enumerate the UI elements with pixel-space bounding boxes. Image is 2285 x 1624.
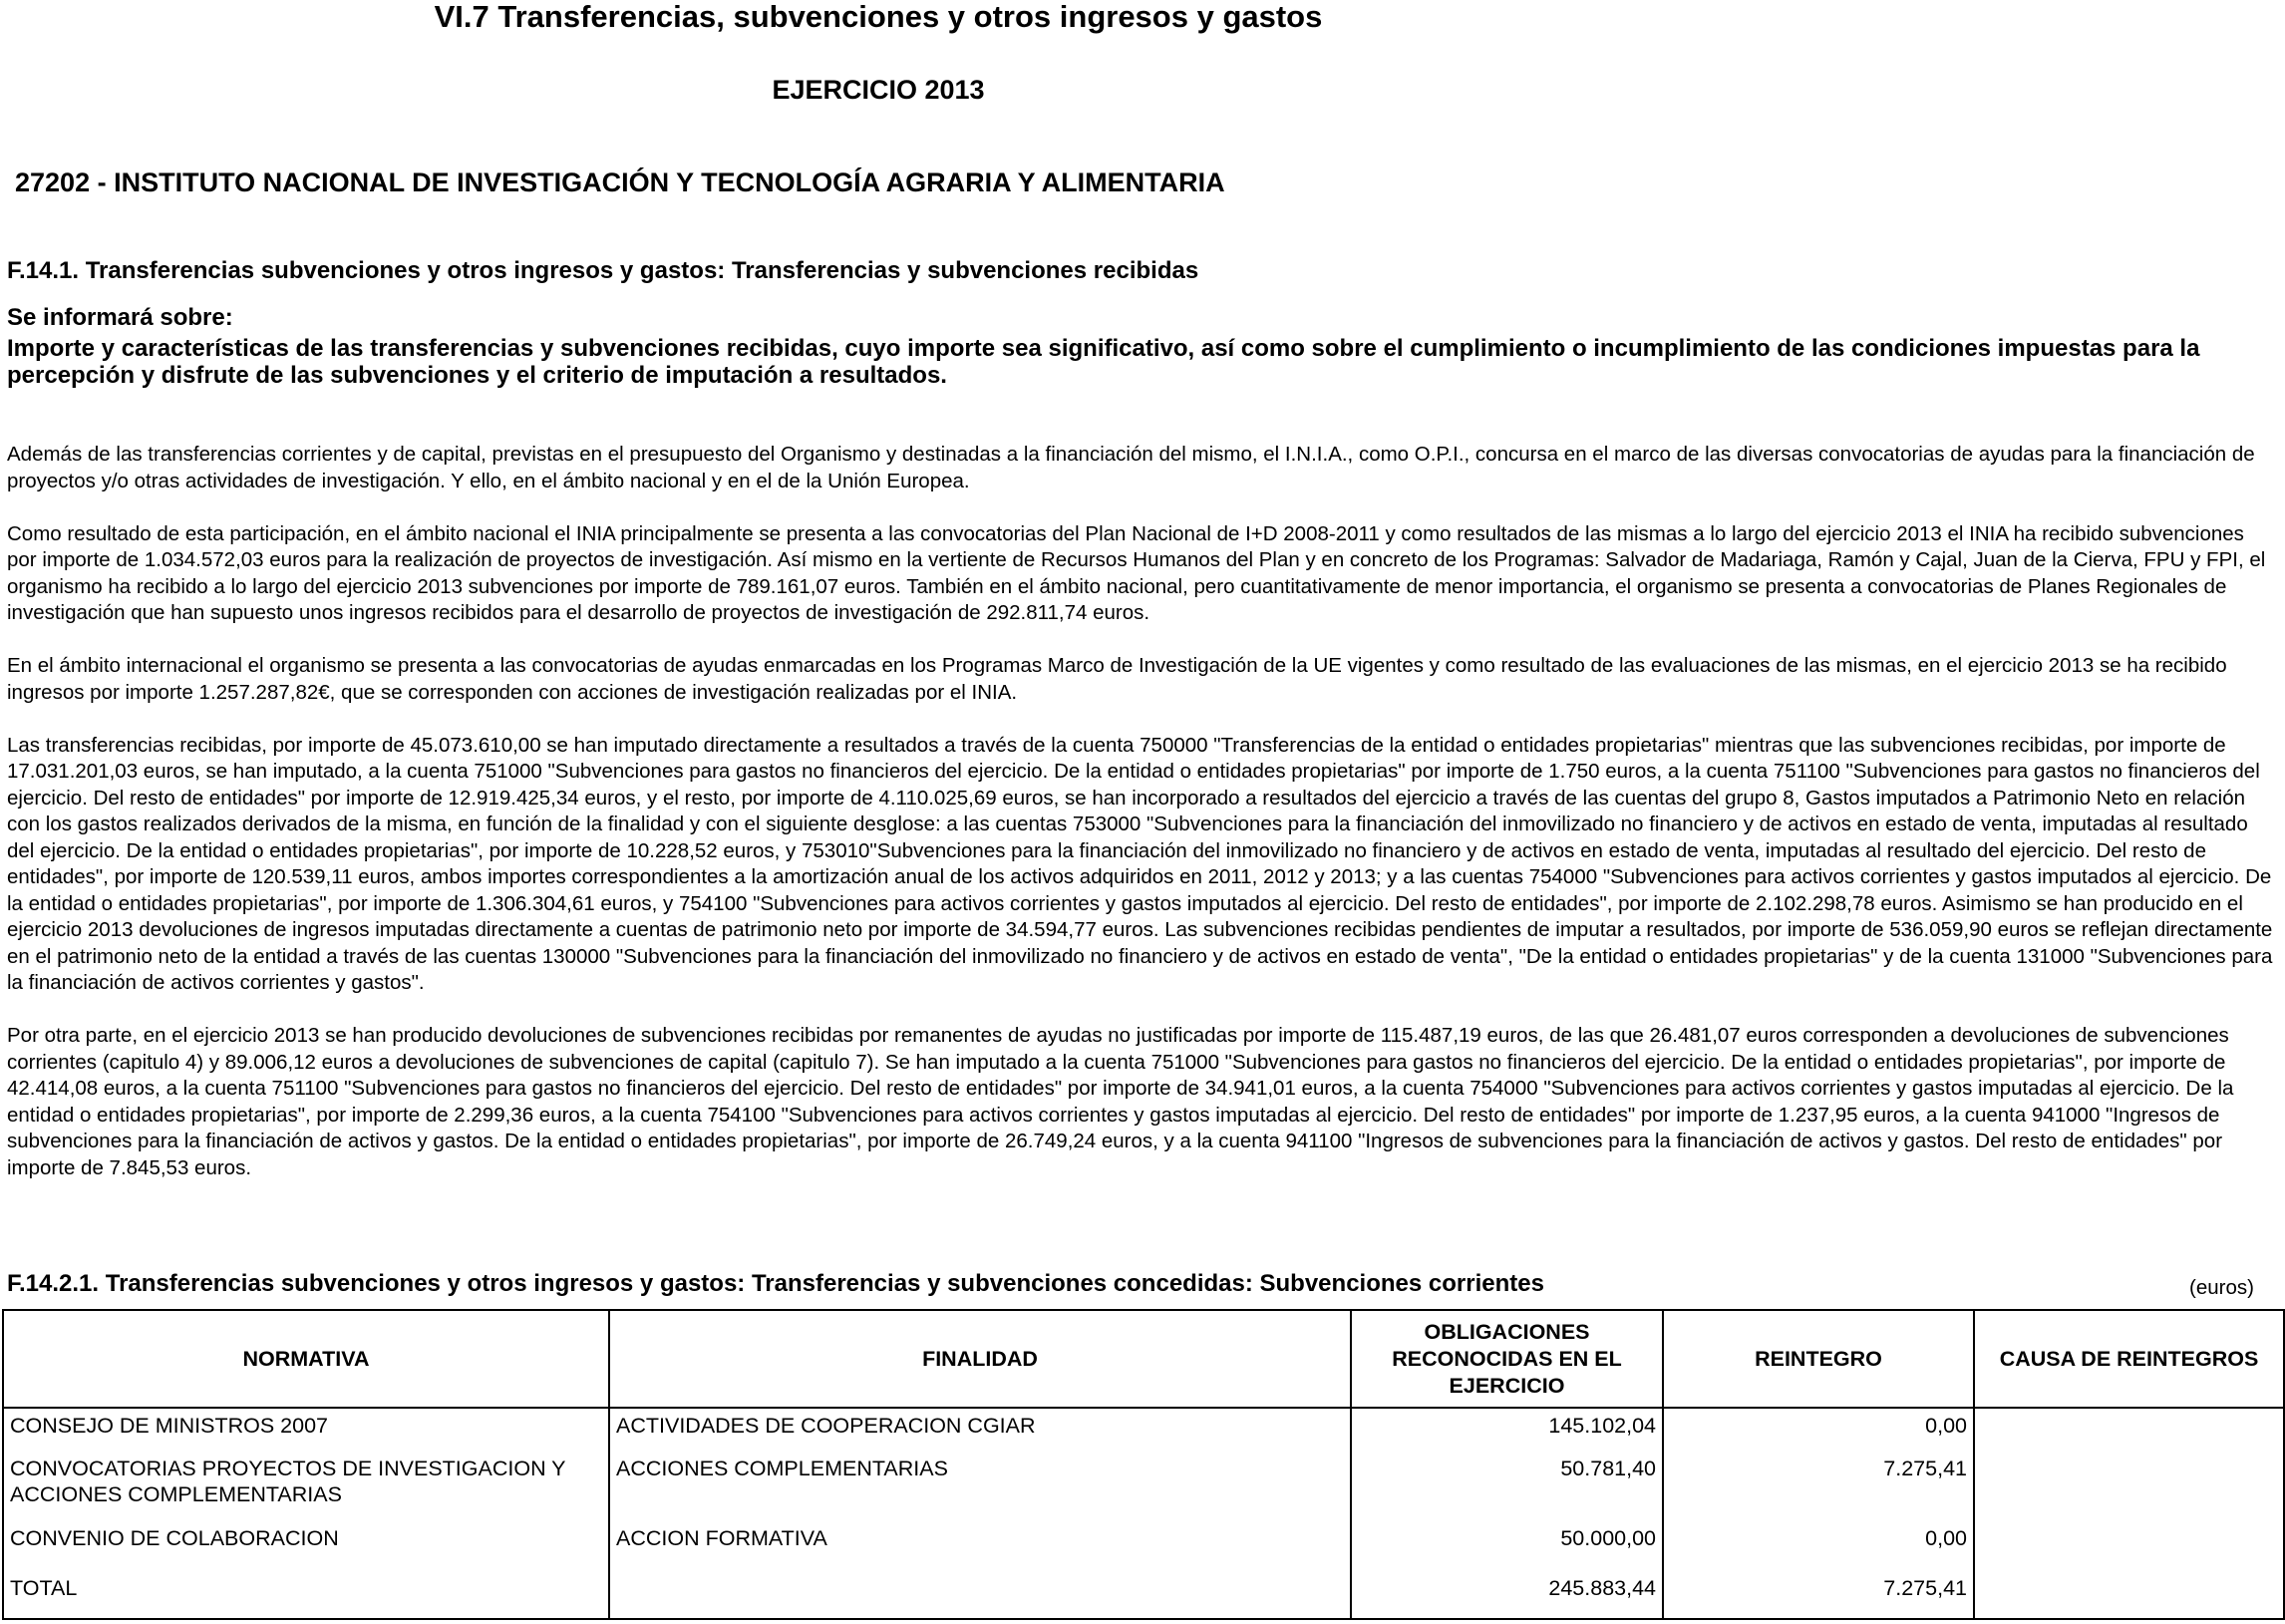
column-header-obligaciones: OBLIGACIONES RECONOCIDAS EN EL EJERCICIO: [1351, 1310, 1663, 1408]
paragraph: Las transferencias recibidas, por importe de 45.073.610,00 se han imputado directamente a resultados a través de la cuenta 750000 "Transferencias de la entidad o entidades propietarias" mientras que las subvenciones recibidas, por importe de 17.031.201,03 euros, se han imputado, a la cuenta 751000 "Subvenciones para gastos no financieros del ejercicio. De la entidad o entidades propietarias" por importe de 1.750 euros, a la cuenta 751100 "Subvenciones para gastos no financieros del ejercicio. Del resto de entidades" por importe de 12.919.425,34 euros, y el resto, por importe de 4.110.025,69 euros, se han incorporado a resultados del ejercicio a través de las cuentas del grupo 8, Gastos imputados a Patrimonio Neto en relación con los gastos realizados derivados de la misma, en función de la finalidad y con el siguiente desglose: a las cuentas 753000 "Subvenciones para la financiación del inmovilizado no financiero y de activos en estado de venta, imputadas al resultado del ejercicio. De la entidad o entidades propietarias", por importe de 10.228,52 euros, y 753010"Subvenciones para la financiación del inmovilizado no financiero y de activos en estado de venta, imputadas al resultado del ejercicio. Del resto de entidades", por importe de 120.539,11 euros, ambos importes correspondientes a la amortización anual de los activos adquiridos en 2011, 2012 y 2013; y a las cuentas 754000 "Subvenciones para activos corrientes y gastos imputados al ejercicio. De la entidad o entidades propietarias", por importe de 1.306.304,61 euros, y 754100 "Subvenciones para activos corrientes y gastos imputados al ejercicio. Del resto de entidades", por importe de 2.102.298,78 euros. Asimismo se han producido en el ejercicio 2013 devoluciones de ingresos imputadas directamente a cuentas de patrimonio neto por importe de 34.594,77 euros. Las subvenciones recibidas pendientes de imputar a resultados, por importe de 536.059,90 euros se reflejan directamente en el patrimonio neto de la entidad a través de las cuentas 130000 "Subvenciones para la financiación del inmovilizado no financiero y de activos en estado de venta", "De la entidad o entidades propietarias" y de la cuenta 131000 "Subvenciones para la financiación de activos corrientes y gastos".: [7, 733, 2273, 994]
paragraph: Como resultado de esta participación, en el ámbito nacional el INIA principalmente se presenta a las convocatorias del Plan Nacional de I+D 2008-2011 y como resultados de las mismas a lo largo del ejercicio 2013 el INIA ha recibido subvenciones por importe de 1.034.572,03 euros para la realización de proyectos de investigación. Así mismo en la vertiente de Recursos Humanos del Plan y en concreto de los Programas: Salvador de Madariaga, Ramón y Cajal, Juan de la Cierva, FPU y FPI, el organismo ha recibido a lo largo del ejercicio 2013 subvenciones por importe de 789.161,07 euros. También en el ámbito nacional, pero cuantitativamente de menor importancia, el organismo se presenta a convocatorias de Planes Regionales de investigación que han supuesto unos ingresos recibidos para el desarrollo de proyectos de investigación de 292.811,74 euros.: [7, 521, 2266, 624]
section-heading-granted: F.14.2.1. Transferencias subvenciones y otros ingresos y gastos: Transferencias y subvenciones concedidas: Subvenciones corrientes: [7, 1270, 1544, 1297]
cell-obligaciones: 145.102,04: [1351, 1408, 1663, 1452]
grants-table: [2, 1309, 2285, 1620]
cell-reintegro: 7.275,41: [1663, 1452, 1974, 1521]
column-header-finalidad: FINALIDAD: [609, 1310, 1351, 1408]
section-heading-received: F.14.1. Transferencias subvenciones y otros ingresos y gastos: Transferencias y subvenciones recibidas: [7, 257, 1199, 284]
cell-obligaciones: 245.883,44: [1351, 1571, 1663, 1619]
paragraph: Por otra parte, en el ejercicio 2013 se han producido devoluciones de subvenciones recibidas por remanentes de ayudas no justificadas por importe de 115.487,19 euros, de las que 26.481,07 euros corresponden a devoluciones de subvenciones corrientes (capitulo 4) y 89.006,12 euros a devoluciones de subvenciones de capital (capitulo 7). Se han imputado a la cuenta 751000 "Subvenciones para gastos no financieros del ejercicio. De la entidad o entidades propietarias", por importe de 42.414,08 euros, a la cuenta 751100 "Subvenciones para gastos no financieros del ejercicio. Del resto de entidades" por importe de 34.941,01 euros, a la cuenta 754000 "Subvenciones para activos corrientes y gastos imputadas al ejercicio. De la entidad o entidades propietarias", por importe de 2.299,36 euros, a la cuenta 754100 "Subvenciones para activos corrientes y gastos imputadas al ejercicio. Del resto de entidades" por importe de 1.237,95 euros, a la cuenta 941000 "Ingresos de subvenciones para la financiación de activos y gastos. De la entidad o entidades propietarias", por importe de 26.749,24 euros, y a la cuenta 941100 "Ingresos de subvenciones para la financiación de activos y gastos. Del resto de entidades" por importe de 7.845,53 euros.: [7, 1024, 2234, 1179]
units-label: (euros): [2189, 1276, 2254, 1299]
cell-causa: [1974, 1408, 2284, 1452]
cell-causa: [1974, 1571, 2284, 1619]
table-row: [3, 1521, 2284, 1571]
column-header-causa: CAUSA DE REINTEGROS: [1974, 1310, 2284, 1408]
cell-finalidad: ACCION FORMATIVA: [609, 1521, 1351, 1571]
cell-obligaciones: 50.781,40: [1351, 1452, 1663, 1521]
entity-name: 27202 - INSTITUTO NACIONAL DE INVESTIGACIÓN Y TECNOLOGÍA AGRARIA Y ALIMENTARIA: [15, 167, 1225, 197]
table-row-total: [3, 1571, 2284, 1619]
cell-causa: [1974, 1521, 2284, 1571]
cell-finalidad: ACCIONES COMPLEMENTARIAS: [609, 1452, 1351, 1521]
cell-normativa: CONVENIO DE COLABORACION: [3, 1521, 609, 1571]
table-row: [3, 1452, 2284, 1521]
column-header-normativa: NORMATIVA: [3, 1310, 609, 1408]
cell-normativa: CONSEJO DE MINISTROS 2007: [3, 1408, 609, 1452]
cell-reintegro: 0,00: [1663, 1521, 1974, 1571]
cell-finalidad: [609, 1571, 1351, 1619]
inform-label: Se informará sobre:: [7, 304, 233, 331]
cell-reintegro: 0,00: [1663, 1408, 1974, 1452]
cell-obligaciones: 50.000,00: [1351, 1521, 1663, 1571]
paragraph: Además de las transferencias corrientes y de capital, previstas en el presupuesto del Organismo y destinadas a la financiación del mismo, el I.N.I.A., como O.P.I., concursa en el marco de las diversas convocatorias de ayudas para la financiación de proyectos y/o otras actividades de investigación. Y ello, en el ámbito nacional y en el de la Unión Europea.: [7, 443, 2255, 492]
inform-text: Importe y características de las transferencias y subvenciones recibidas, cuyo importe sea significativo, así como sobre el cumplimiento o incumplimiento de las condiciones impuestas para la percepción y disfrute de las subvenciones y el criterio de imputación a resultados.: [7, 335, 2200, 389]
exercise-year: EJERCICIO 2013: [772, 75, 985, 105]
table-row: [3, 1408, 2284, 1452]
cell-normativa: CONVOCATORIAS PROYECTOS DE INVESTIGACION Y ACCIONES COMPLEMENTARIAS: [3, 1452, 609, 1521]
cell-finalidad: ACTIVIDADES DE COOPERACION CGIAR: [609, 1408, 1351, 1452]
cell-causa: [1974, 1452, 2284, 1521]
body-text: [7, 442, 2278, 1208]
column-header-reintegro: REINTEGRO: [1663, 1310, 1974, 1408]
cell-normativa: TOTAL: [3, 1571, 609, 1619]
paragraph: En el ámbito internacional el organismo se presenta a las convocatorias de ayudas enmarcadas en los Programas Marco de Investigación de la UE vigentes y como resultado de las evaluaciones de las mismas, en el ejercicio 2013 se ha recibido ingresos por importe 1.257.287,82€, que se corresponden con acciones de investigación realizadas por el INIA.: [7, 654, 2227, 704]
table-header-row: [3, 1310, 2284, 1408]
cell-reintegro: 7.275,41: [1663, 1571, 1974, 1619]
page-title: VI.7 Transferencias, subvenciones y otros ingresos y gastos: [434, 0, 1323, 34]
